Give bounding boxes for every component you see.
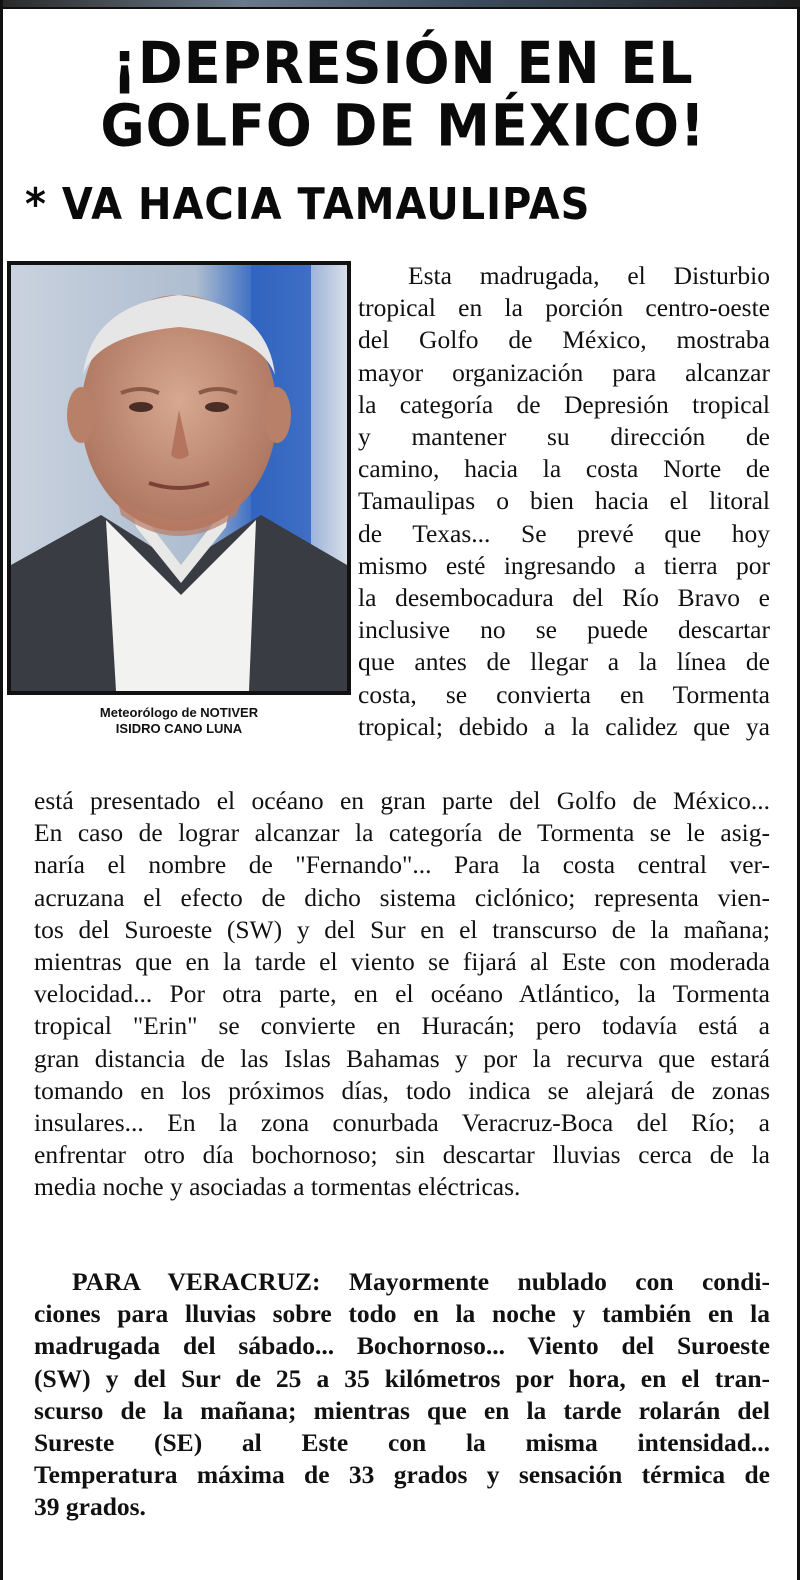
headline-line-1: ¡DEPRESIÓN EN EL [112,28,694,97]
forecast-line: Temperatura máxima de 33 grados y sensación térmica de [34,1460,770,1490]
body-line: de Texas... Se prevé que hoy [358,518,770,548]
body-line: que antes de llegar a la línea de [358,647,770,677]
body-line: insulares... En la zona conurbada Veracruz-Boca del Río; a [34,1108,770,1138]
forecast-line: PARA VERACRUZ: Mayormente nublado con condi- [72,1267,770,1296]
forecast-line: Sureste (SE) al Este con la misma intensidad... [34,1428,770,1458]
body-line: mismo esté ingresando a tierra por [358,550,770,580]
body-line: camino, hacia la costa Norte de [358,454,770,484]
caption-line-1: Meteorólogo de NOTIVER [99,705,259,720]
top-image-strip [3,0,800,9]
article-body-column [358,260,770,743]
meteorologist-photo [7,261,351,695]
body-line: la categoría de Depresión tropical [358,389,770,419]
body-line: naría el nombre de "Fernando"... Para la costa central ver- [34,850,770,880]
caption-line-2: ISIDRO CANO LUNA [115,721,243,736]
body-line: mientras que en la tarde el viento se fijará al Este con moderada [34,947,770,977]
portrait-illustration [11,265,347,691]
body-line: costa, se convierta en Tormenta [358,679,770,709]
body-line: En caso de lograr alcanzar la categoría de Tormenta se le asig- [34,818,770,848]
body-line: mayor organización para alcanzar [358,357,770,387]
forecast-line: scurso de la mañana; mientras que en la tarde rolarán del [34,1395,770,1425]
body-line: media noche y asociadas a tormentas eléctricas. [34,1172,521,1202]
body-line: del Golfo de México, mostraba [358,325,770,355]
headline-line-2: GOLFO DE MÉXICO! [100,91,706,160]
headline [23,28,783,160]
article-body-full-width [34,785,770,1204]
body-line: enfrentar otro día bochornoso; sin descartar lluvias cerca de la [34,1140,770,1170]
body-line: Tamaulipas o bien hacia el litoral [358,486,770,516]
body-line: inclusive no se puede descartar [358,615,770,645]
body-line: tropical; debido a la calidez que ya [358,711,770,741]
body-line: tropical "Erin" se convierte en Huracán; pero todavía está a [34,1011,770,1041]
forecast-line: madrugada del sábado... Bochornoso... Viento del Suroeste [34,1331,770,1361]
body-line: tropical en la porción centro-oeste [358,293,770,323]
forecast-line: (SW) y del Sur de 25 a 35 kilómetros por hora, en el tran- [34,1363,770,1393]
forecast-line: 39 grados. [34,1492,146,1522]
body-line: y mantener su dirección de [358,422,770,452]
body-line: acruzana el efecto de dicho sistema ciclónico; representa vien- [34,882,770,912]
body-line: velocidad... Por otra parte, en el océano Atlántico, la Tormenta [34,979,770,1009]
body-line: la desembocadura del Río Bravo e [358,583,770,613]
body-line: tomando en los próximos días, todo indica se alejará de zonas [34,1075,770,1105]
body-line: está presentado el océano en gran parte del Golfo de México... [34,786,770,815]
body-line: gran distancia de las Islas Bahamas y por la recurva que estará [34,1043,770,1073]
body-line: Esta madrugada, el Disturbio [408,261,770,290]
veracruz-forecast [34,1266,770,1524]
photo-caption [7,705,351,737]
subheadline: * VA HACIA TAMAULIPAS [25,180,591,230]
body-line: tos del Suroeste (SW) y del Sur en el transcurso de la mañana; [34,914,770,944]
forecast-line: ciones para lluvias sobre todo en la noche y también en la [34,1299,770,1329]
